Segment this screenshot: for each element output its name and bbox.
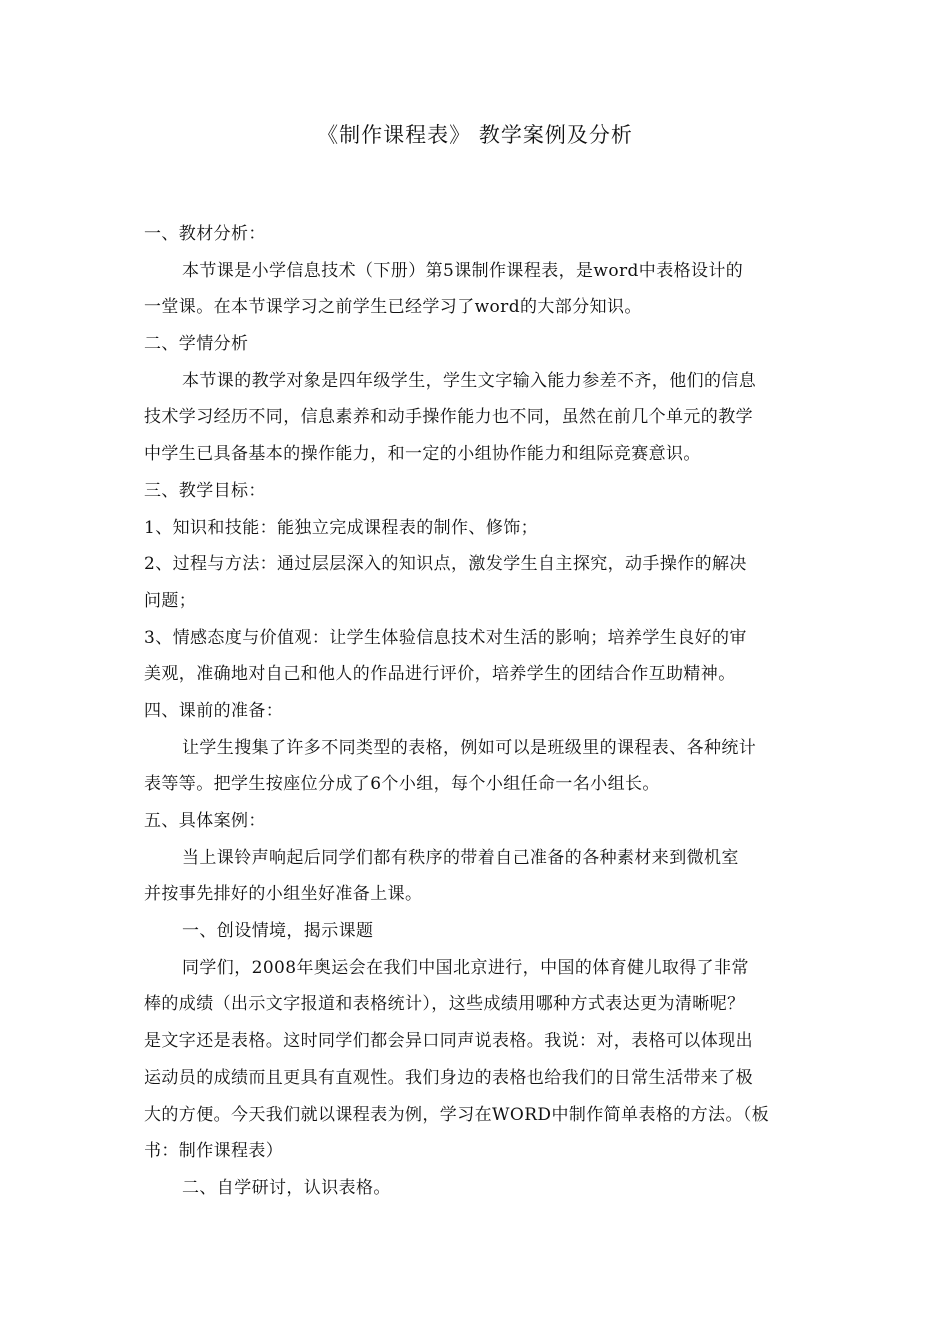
paragraph-line: 技术学习经历不同，信息素养和动手操作能力也不同，虽然在前几个单元的教学 (144, 407, 753, 428)
document-title: 《制作课程表》 教学案例及分析 (317, 123, 633, 147)
section-heading: 三、教学目标： (144, 480, 266, 501)
sub-heading: 二、自学研讨，认识表格。 (182, 1177, 391, 1198)
section-heading: 五、具体案例： (144, 811, 266, 831)
section-heading: 四、课前的准备： (144, 700, 284, 721)
paragraph-line: 中学生已具备基本的操作能力，和一定的小组协作能力和组际竞赛意识。 (144, 444, 701, 465)
paragraph-line: 让学生搜集了许多不同类型的表格，例如可以是班级里的课程表、各种统计 (182, 737, 757, 758)
list-item: 1、知识和技能：能独立完成课程表的制作、修饰； (144, 517, 539, 538)
paragraph-line: 一堂课。在本节课学习之前学生已经学习了word的大部分知识。 (144, 297, 642, 318)
section-heading: 二、学情分析 (144, 334, 249, 355)
paragraph-line: 大的方便。今天我们就以课程表为例，学习在WORD中制作简单表格的方法。（板 (144, 1104, 770, 1125)
list-item: 3、情感态度与价值观：让学生体验信息技术对生活的影响；培养学生良好的审 (144, 627, 747, 648)
paragraph-line: 书：制作课程表） (144, 1141, 284, 1162)
paragraph-line: 当上课铃声响起后同学们都有秩序的带着自己准备的各种素材来到微机室 (182, 847, 739, 868)
paragraph-line: 同学们，2008年奥运会在我们中国北京进行，中国的体育健儿取得了非常 (182, 957, 749, 978)
document-body (144, 216, 810, 1207)
paragraph-line: 本节课的教学对象是四年级学生，学生文字输入能力参差不齐，他们的信息 (182, 370, 757, 391)
list-item-continuation: 美观，准确地对自己和他人的作品进行评价，培养学生的团结合作互助精神。 (144, 664, 736, 685)
paragraph-line: 本节课是小学信息技术（下册）第5课制作课程表，是word中表格设计的 (182, 260, 744, 281)
paragraph-line: 并按事先排好的小组坐好准备上课。 (144, 884, 423, 905)
paragraph-line: 棒的成绩（出示文字报道和表格统计），这些成绩用哪种方式表达更为清晰呢？ (144, 994, 745, 1015)
list-item-continuation: 问题； (144, 590, 197, 611)
paragraph-line: 是文字还是表格。这时同学们都会异口同声说表格。我说：对，表格可以体现出 (144, 1031, 753, 1052)
sub-heading: 一、创设情境，揭示课题 (182, 921, 374, 942)
paragraph-line: 运动员的成绩而且更具有直观性。我们身边的表格也给我们的日常生活带来了极 (144, 1067, 753, 1088)
list-item: 2、过程与方法：通过层层深入的知识点，激发学生自主探究，动手操作的解决 (144, 554, 747, 575)
section-heading: 一、教材分析： (144, 224, 266, 244)
paragraph-line: 表等等。把学生按座位分成了6个小组，每个小组任命一名小组长。 (144, 774, 660, 795)
